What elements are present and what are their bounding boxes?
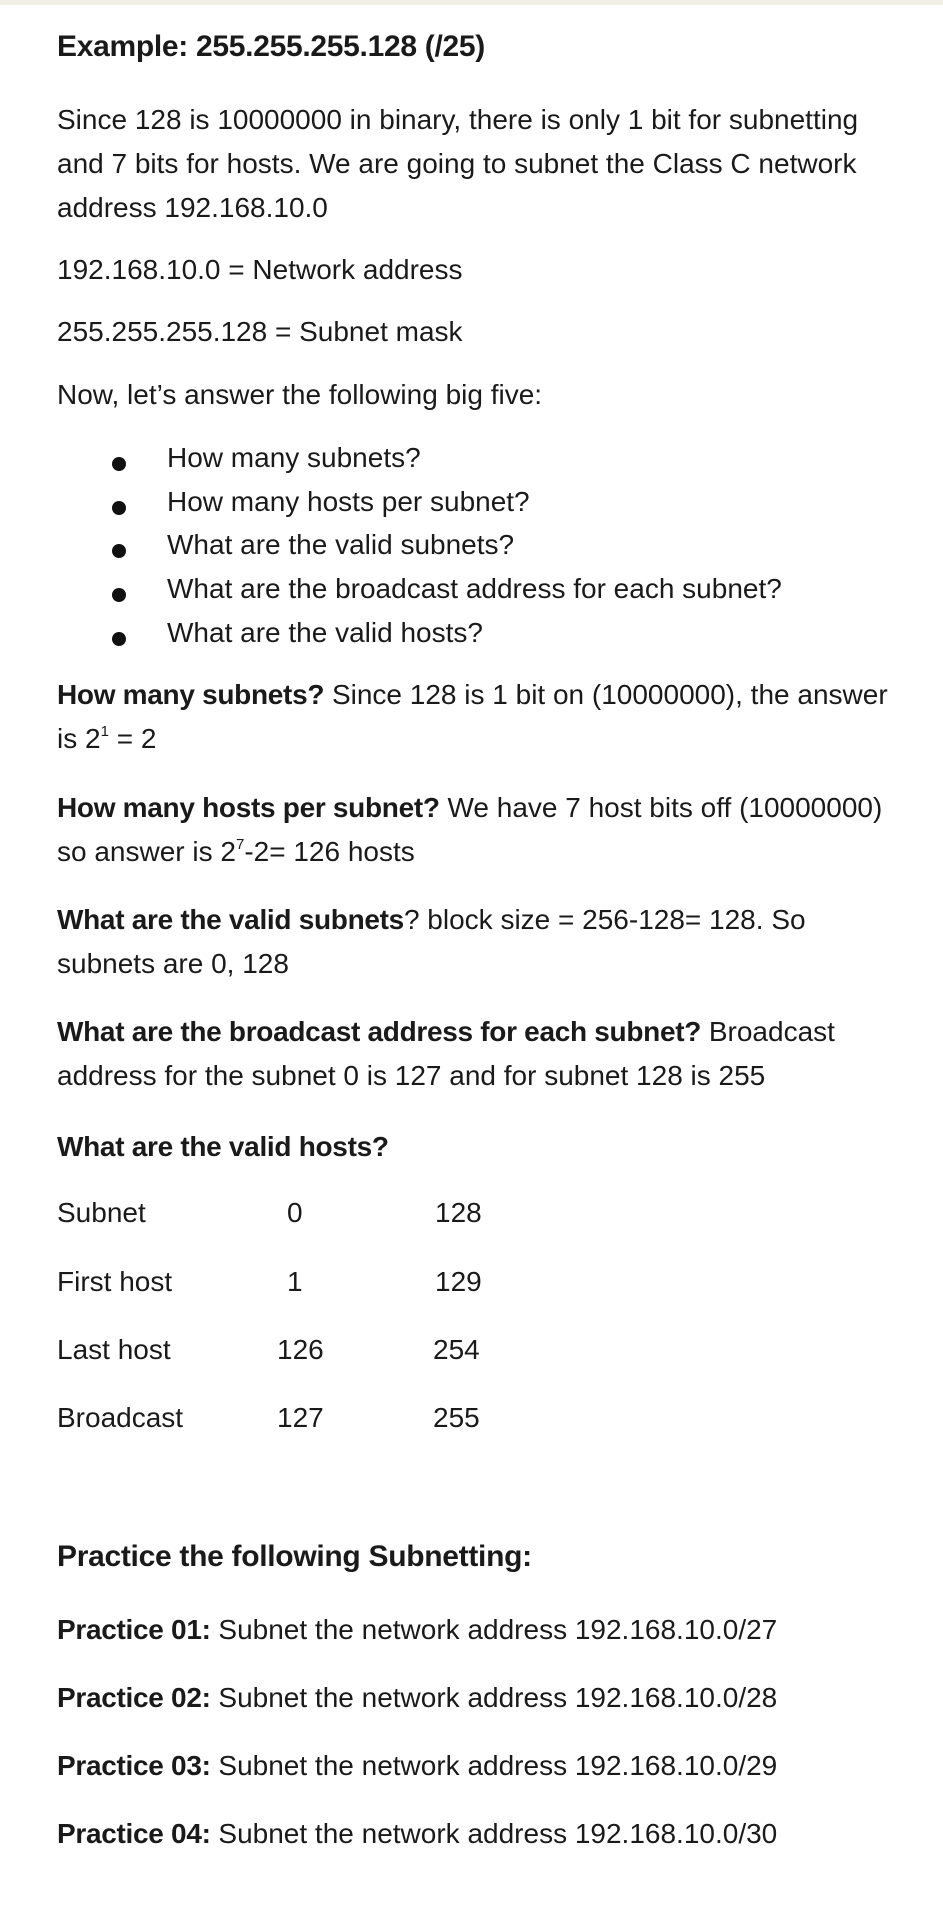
intro-paragraph: Since 128 is 10000000 in binary, there is only 1 bit for subnetting and 7 bits for hosts. We are going to subnet the Class C network address 192.168.10.0 (57, 104, 859, 223)
top-strip (0, 0, 943, 5)
answer-broadcast: What are the broadcast address for each subnet? Broadcast address for the subnet 0 is 127 and for subnet 128 is 255 (57, 1016, 835, 1091)
practice-heading: Practice the following Subnetting: (57, 1540, 532, 1573)
bullet-icon (112, 544, 126, 558)
subnet-mask-line: 255.255.255.128 = Subnet mask (57, 316, 463, 347)
practice-item: Practice 03: Subnet the network address 192.168.10.0/29 (57, 1750, 778, 1781)
practice-item: Practice 02: Subnet the network address 192.168.10.0/28 (57, 1682, 778, 1713)
bullet-icon (112, 632, 126, 646)
big-five-lead-in: Now, let’s answer the following big five: (57, 379, 543, 410)
answer-valid-subnets: What are the valid subnets? block size = 256-128= 128. So subnets are 0, 128 (57, 904, 806, 979)
example-title: Example: 255.255.255.128 (/25) (57, 30, 485, 63)
answer-hosts-per-subnet: How many hosts per subnet? We have 7 host bits off (10000000) so answer is $2^7-2= 126$ hosts (57, 792, 883, 867)
valid-hosts-heading: What are the valid hosts? (57, 1131, 389, 1162)
network-address-line: 192.168.10.0 = Network address (57, 254, 463, 285)
answer-subnets: How many subnets? Since 128 is 1 bit on (10000000), the answer is $2^1 = 2$ (57, 679, 888, 754)
bullet-icon (112, 588, 126, 602)
practice-item: Practice 01: Subnet the network address 192.168.10.0/27 (57, 1614, 778, 1645)
practice-item: Practice 04: Subnet the network address 192.168.10.0/30 (57, 1818, 778, 1849)
bullet-icon (112, 501, 126, 515)
bullet-icon (112, 457, 126, 471)
